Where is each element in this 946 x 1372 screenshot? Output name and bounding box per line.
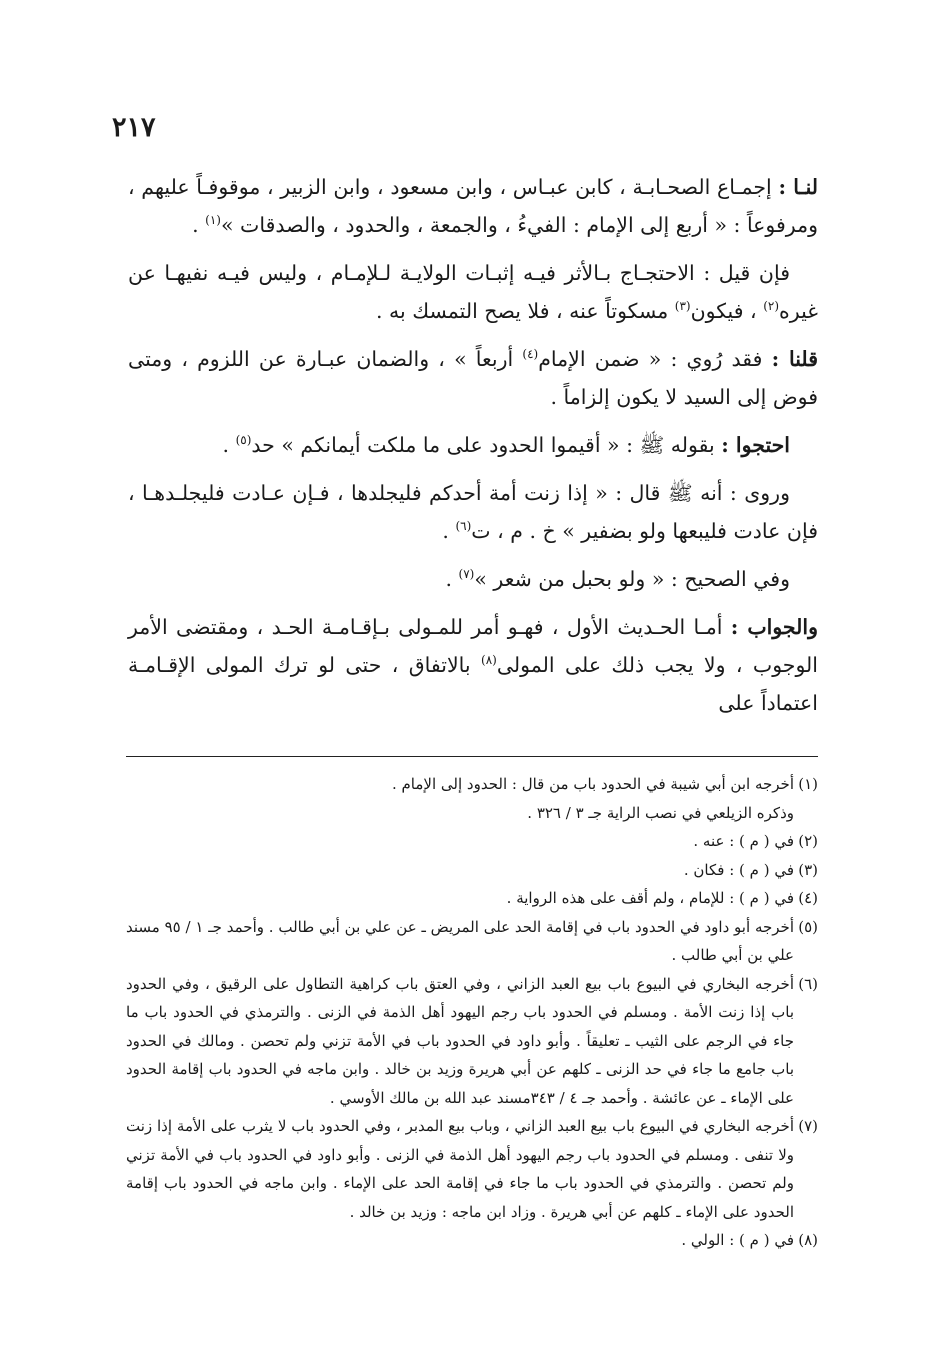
paragraph [128, 340, 818, 416]
footnote-text: في ( م ) : للإمام ، ولم أقف على هذه الرواية . [506, 889, 794, 907]
footnote [126, 884, 818, 913]
paragraph [128, 254, 818, 330]
paragraph-text: وفي الصحيح : « ولو بحبل من شعر » [474, 567, 790, 591]
paragraph-text: فإن قيل : الاحتجـاج بـالأثر فيـه إثبـات الولايـة لـلإمـام ، وليس فيـه نفيهـا عن غيره [128, 261, 818, 323]
paragraph-text: بقوله ﷺ : « أقيموا الحدود على ما ملكت أيمانكم » حد [251, 433, 722, 457]
footnote-text: وذكره الزيلعي في نصب الراية جـ ٣ / ٣٢٦ . [527, 803, 794, 822]
footnote-number: (٦) [798, 974, 818, 993]
footnote-number: (٤) [798, 889, 818, 907]
paragraph [128, 560, 818, 598]
paragraph-text: وروى : أنه ﷺ قال : « إذا زنت أمة أحدكم فليجلدها ، فـإن عـادت فليجلـدهـا ، فإن عادت فليبعها ولو بضفير » خ . م ، ت [128, 481, 818, 543]
footnote-text: في ( م ) : عنه . [693, 832, 794, 850]
paragraph [128, 474, 818, 550]
footnote-ref[interactable]: (٨) [481, 653, 497, 668]
footnote-text: أخرجه أبو داود في الحدود باب في إقامة الحد على المريض ـ عن علي بن أبي طالب . وأحمد جـ ١ / ٩٥ مسند علي بن أبي طالب . [126, 917, 794, 964]
paragraph-lead: قلنا : [771, 347, 818, 371]
footnote [126, 913, 818, 970]
paragraph-tail: . [192, 213, 206, 237]
footnote [126, 827, 818, 856]
footnote-ref[interactable]: (٥) [235, 433, 252, 448]
footnote-number: (٥) [798, 917, 818, 936]
footnote-number: (٢) [798, 832, 818, 850]
footnote-ref[interactable]: (٧) [458, 567, 475, 582]
paragraph [128, 608, 818, 722]
paragraph-tail: مسكوتاً عنه ، فلا يصح التمسك به . [375, 299, 675, 323]
footnote-ref[interactable]: (١) [205, 213, 221, 228]
paragraph-lead: لنـا : [778, 175, 818, 199]
footnotes-section [126, 770, 818, 1255]
footnote-ref[interactable]: (٦) [455, 519, 472, 534]
footnote [126, 1112, 818, 1226]
footnote-text: أخرجه ابن أبي شيبة في الحدود باب من قال : الحدود إلى الإمام . [391, 775, 794, 793]
footnote [126, 856, 818, 885]
footnote-number: (٣) [798, 860, 818, 879]
paragraph-lead: احتجوا : [721, 433, 790, 457]
paragraph-tail: . [222, 433, 236, 457]
footnote-number: (٨) [798, 1231, 818, 1249]
paragraph-tail: . [442, 519, 456, 543]
paragraph-lead: والجواب : [730, 615, 818, 639]
paragraph-tail: ، فيكون [690, 299, 764, 323]
main-text [128, 168, 818, 732]
paragraph [128, 426, 818, 464]
paragraph-tail: . [445, 567, 459, 591]
footnote-number: (١) [798, 775, 818, 793]
footnote-number: (٧) [798, 1117, 818, 1135]
paragraph-text: أمـا الحـديث الأول ، فهـو أمر للمـولى بـإقـامـة الحـد ، ومقتضى الأمر الوجوب ، ولا يجب ذلك على المولى [128, 615, 818, 677]
paragraph [128, 168, 818, 244]
footnote [126, 970, 818, 1113]
footnote [126, 770, 818, 799]
footnote-text: أخرجه البخاري في البيوع باب بيع العبد الزاني ، وفي العتق باب كراهية التطاول على الرقيق ، وفي الحدود باب إذا زنت الأمة . ومسلم في الحدود باب رجم اليهود أهل الذمة في الزنى . والترمذي في الحدود باب ما جاء في الرجم على الثيب ـ تعليقاً . وأبو داود في الحدود باب في الأمة تزني ولم تحصن . ومالك في الحدود باب جامع ما جاء في حد الزنى ـ كلهم عن أبي هريرة وزيد بن خالد . وابن ماجه في الحدود باب إقامة الحدود على الإماء ـ عن عائشة . وأحمد جـ ٤ / ٣٤٣مسند عبد الله بن مالك الأوسي . [126, 974, 794, 1107]
paragraph-tail: أربعاً » ، والضمان عبـارة عن اللزوم ، ومتى فوض إلى السيد لا يكون إلزاماً . [128, 347, 818, 409]
footnote-ref[interactable]: (٤) [522, 347, 539, 362]
footnote [126, 1226, 818, 1255]
footnote-text: في ( م ) : فكان . [683, 860, 794, 879]
footnote-ref[interactable]: (٢) [763, 299, 780, 314]
footnote-text: أخرجه البخاري في البيوع باب بيع العبد الزاني ، وباب بيع المدبر ، وفي الحدود باب لا يثرب على الأمة إذا زنت ولا تنفى . ومسلم في الحدود باب رجم اليهود أهل الذمة في الزنى . وأبو داود في الحدود باب في الأمة تزني ولم تحصن . والترمذي في الحدود باب ما جاء في إقامة الحد على الإماء . وابن ماجه في الحدود باب إقامة الحدود على الإماء ـ كلهم عن أبي هريرة . وزاد ابن ماجه : وزيد بن خالد . [126, 1117, 794, 1221]
footnote-divider [126, 756, 818, 757]
page-number: ٢١٧ [112, 112, 156, 143]
footnote-ref[interactable]: (٣) [674, 299, 691, 314]
paragraph-text: فقد رُوي : « ضمن الإمام [538, 347, 772, 371]
paragraph-tail: بالاتفاق ، حتى لو ترك المولى الإقـامـة اعتماداً على [128, 653, 818, 715]
footnote-continuation [126, 799, 818, 828]
footnote-text: في ( م ) : الولي . [681, 1231, 794, 1249]
paragraph-text: إجمـاع الصحـابـة ، كابن عبـاس ، وابن مسعود ، وابن الزبير ، موقوفـاً عليهم ، ومرفوعاً : « أربع إلى الإمام : الفيءُ ، والجمعة ، والحدود ، والصدقات » [128, 175, 818, 237]
